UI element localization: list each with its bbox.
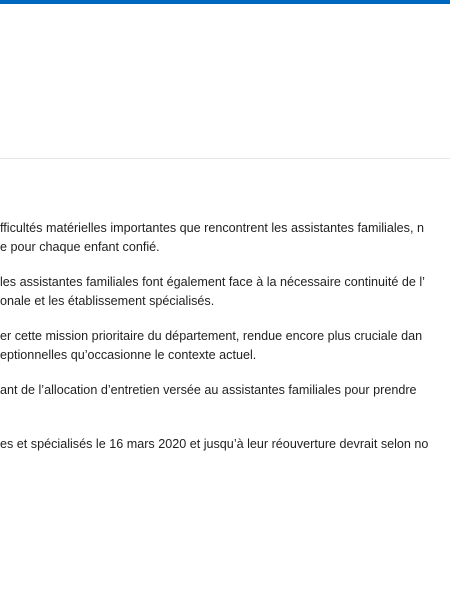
document-body[interactable] — [0, 159, 450, 608]
paragraph-3-line-2: eptionnelles qu’occasionne le contexte actuel. — [0, 348, 257, 362]
paragraph-3-line-1: er cette mission prioritaire du département, rendue encore plus cruciale dan — [0, 329, 423, 343]
paragraph-1-line-1: fficultés matérielles importantes que rencontrent les assistantes familiales, n — [0, 221, 424, 235]
paragraph-2-line-1: les assistantes familiales font également face à la nécessaire continuité de l’ — [0, 275, 425, 289]
paragraph-1-line-2: e pour chaque enfant confié. — [0, 240, 160, 254]
paragraph-4-line-1: ant de l’allocation d’entretien versée au assistantes familiales pour prendre — [0, 383, 417, 397]
paragraph-5-line-1: es et spécialisés le 16 mars 2020 et jusqu’à leur réouverture devrait selon no — [0, 437, 429, 451]
ribbon-area — [0, 4, 450, 158]
paragraph-2-line-2: onale et les établissement spécialisés. — [0, 294, 215, 308]
